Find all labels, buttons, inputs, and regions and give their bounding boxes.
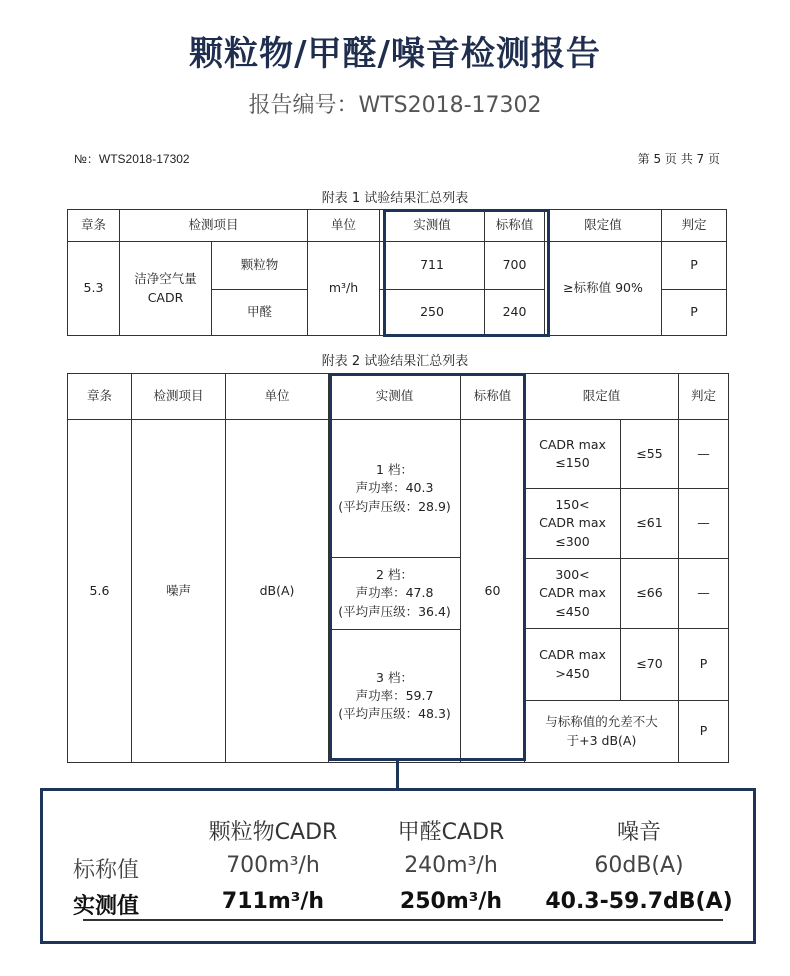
limit-value-cell: ≤70 [621,629,679,701]
summary-measured-formaldehyde: 250m³/h [399,889,503,914]
header-cell: 单位 [226,374,329,420]
summary-underline [83,919,723,921]
nominal-cell: 240 [485,290,545,336]
report-title: 颗粒物/甲醛/噪音检测报告 [189,34,601,74]
clause-cell: 5.6 [68,420,132,763]
verdict-cell: P [679,701,729,763]
verdict-cell: — [679,489,729,559]
summary-measured-noise: 40.3-59.7dB(A) [545,889,733,914]
header-cell: 实测值 [329,374,461,420]
summary-measured-label: 实测值 [73,894,140,919]
summary-nominal-pm: 700m³/h [226,853,320,878]
header-cell: 实测值 [380,210,485,242]
verdict-cell: P [662,242,727,290]
report-number: №：WTS2018-17302 [74,152,190,166]
header-cell: 判定 [662,210,727,242]
header-cell: 标称值 [461,374,525,420]
measured-cell: 1 档： 声功率：40.3 (平均声压级：28.9) [329,420,461,558]
header-cell: 判定 [679,374,729,420]
summary-col-noise: 噪音 [616,820,661,845]
summary-box [40,788,756,944]
report-number-subtitle: 报告编号：WTS2018-17302 [248,93,542,118]
limit-condition-cell: CADR max >450 [525,629,621,701]
page-indicator: 第 5 页 共 7 页 [637,152,720,166]
summary-nominal-label: 标称值 [73,858,140,883]
table-row [68,420,729,489]
summary-nominal-noise: 60dB(A) [594,853,684,878]
verdict-cell: P [679,629,729,701]
summary-col-formaldehyde: 甲醛CADR [397,820,505,845]
header-cell: 章条 [68,210,120,242]
header-cell: 标称值 [485,210,545,242]
limit-value-cell: ≤55 [621,420,679,489]
unit-cell: m³/h [308,242,380,336]
results-table-1 [67,209,727,336]
table1-caption: 附表 1 试验结果汇总列表 [321,191,469,206]
header-cell: 单位 [308,210,380,242]
limit-value-cell: ≤61 [621,489,679,559]
verdict-cell: P [662,290,727,336]
measured-cell: 2 档： 声功率：47.8 (平均声压级：36.4) [329,558,461,630]
measured-cell: 711 [380,242,485,290]
header-cell: 检测项目 [132,374,226,420]
summary-col-pm: 颗粒物CADR [208,820,338,845]
limit-condition-cell: 150< CADR max ≤300 [525,489,621,559]
limit-condition-cell: 与标称值的允差不大 于+3 dB(A) [525,701,679,763]
measured-cell: 3 档： 声功率：59.7 (平均声压级：48.3) [329,630,461,763]
table2-caption: 附表 2 试验结果汇总列表 [321,354,469,369]
header-cell: 限定值 [545,210,662,242]
header-cell: 限定值 [525,374,679,420]
table2-header-row [68,374,729,420]
unit-cell: dB(A) [226,420,329,763]
limit-condition-cell: CADR max ≤150 [525,420,621,489]
verdict-cell: — [679,420,729,489]
nominal-cell: 700 [485,242,545,290]
header-cell: 检测项目 [120,210,308,242]
measured-cell: 250 [380,290,485,336]
verdict-cell: — [679,559,729,629]
item-cell: 噪声 [132,420,226,763]
connector-line [396,761,399,789]
table-row [68,242,727,290]
sub-item-cell: 甲醛 [212,290,308,336]
limit-cell: ≥标称值 90% [545,242,662,336]
summary-measured-pm: 711m³/h [221,889,325,914]
header-cell: 章条 [68,374,132,420]
clause-cell: 5.3 [68,242,120,336]
limit-condition-cell: 300< CADR max ≤450 [525,559,621,629]
table1-header-row [68,210,727,242]
item-cell: 洁净空气量 CADR [120,242,212,336]
results-table-2 [67,373,729,763]
limit-value-cell: ≤66 [621,559,679,629]
nominal-cell: 60 [461,420,525,763]
sub-item-cell: 颗粒物 [212,242,308,290]
summary-nominal-formaldehyde: 240m³/h [404,853,498,878]
